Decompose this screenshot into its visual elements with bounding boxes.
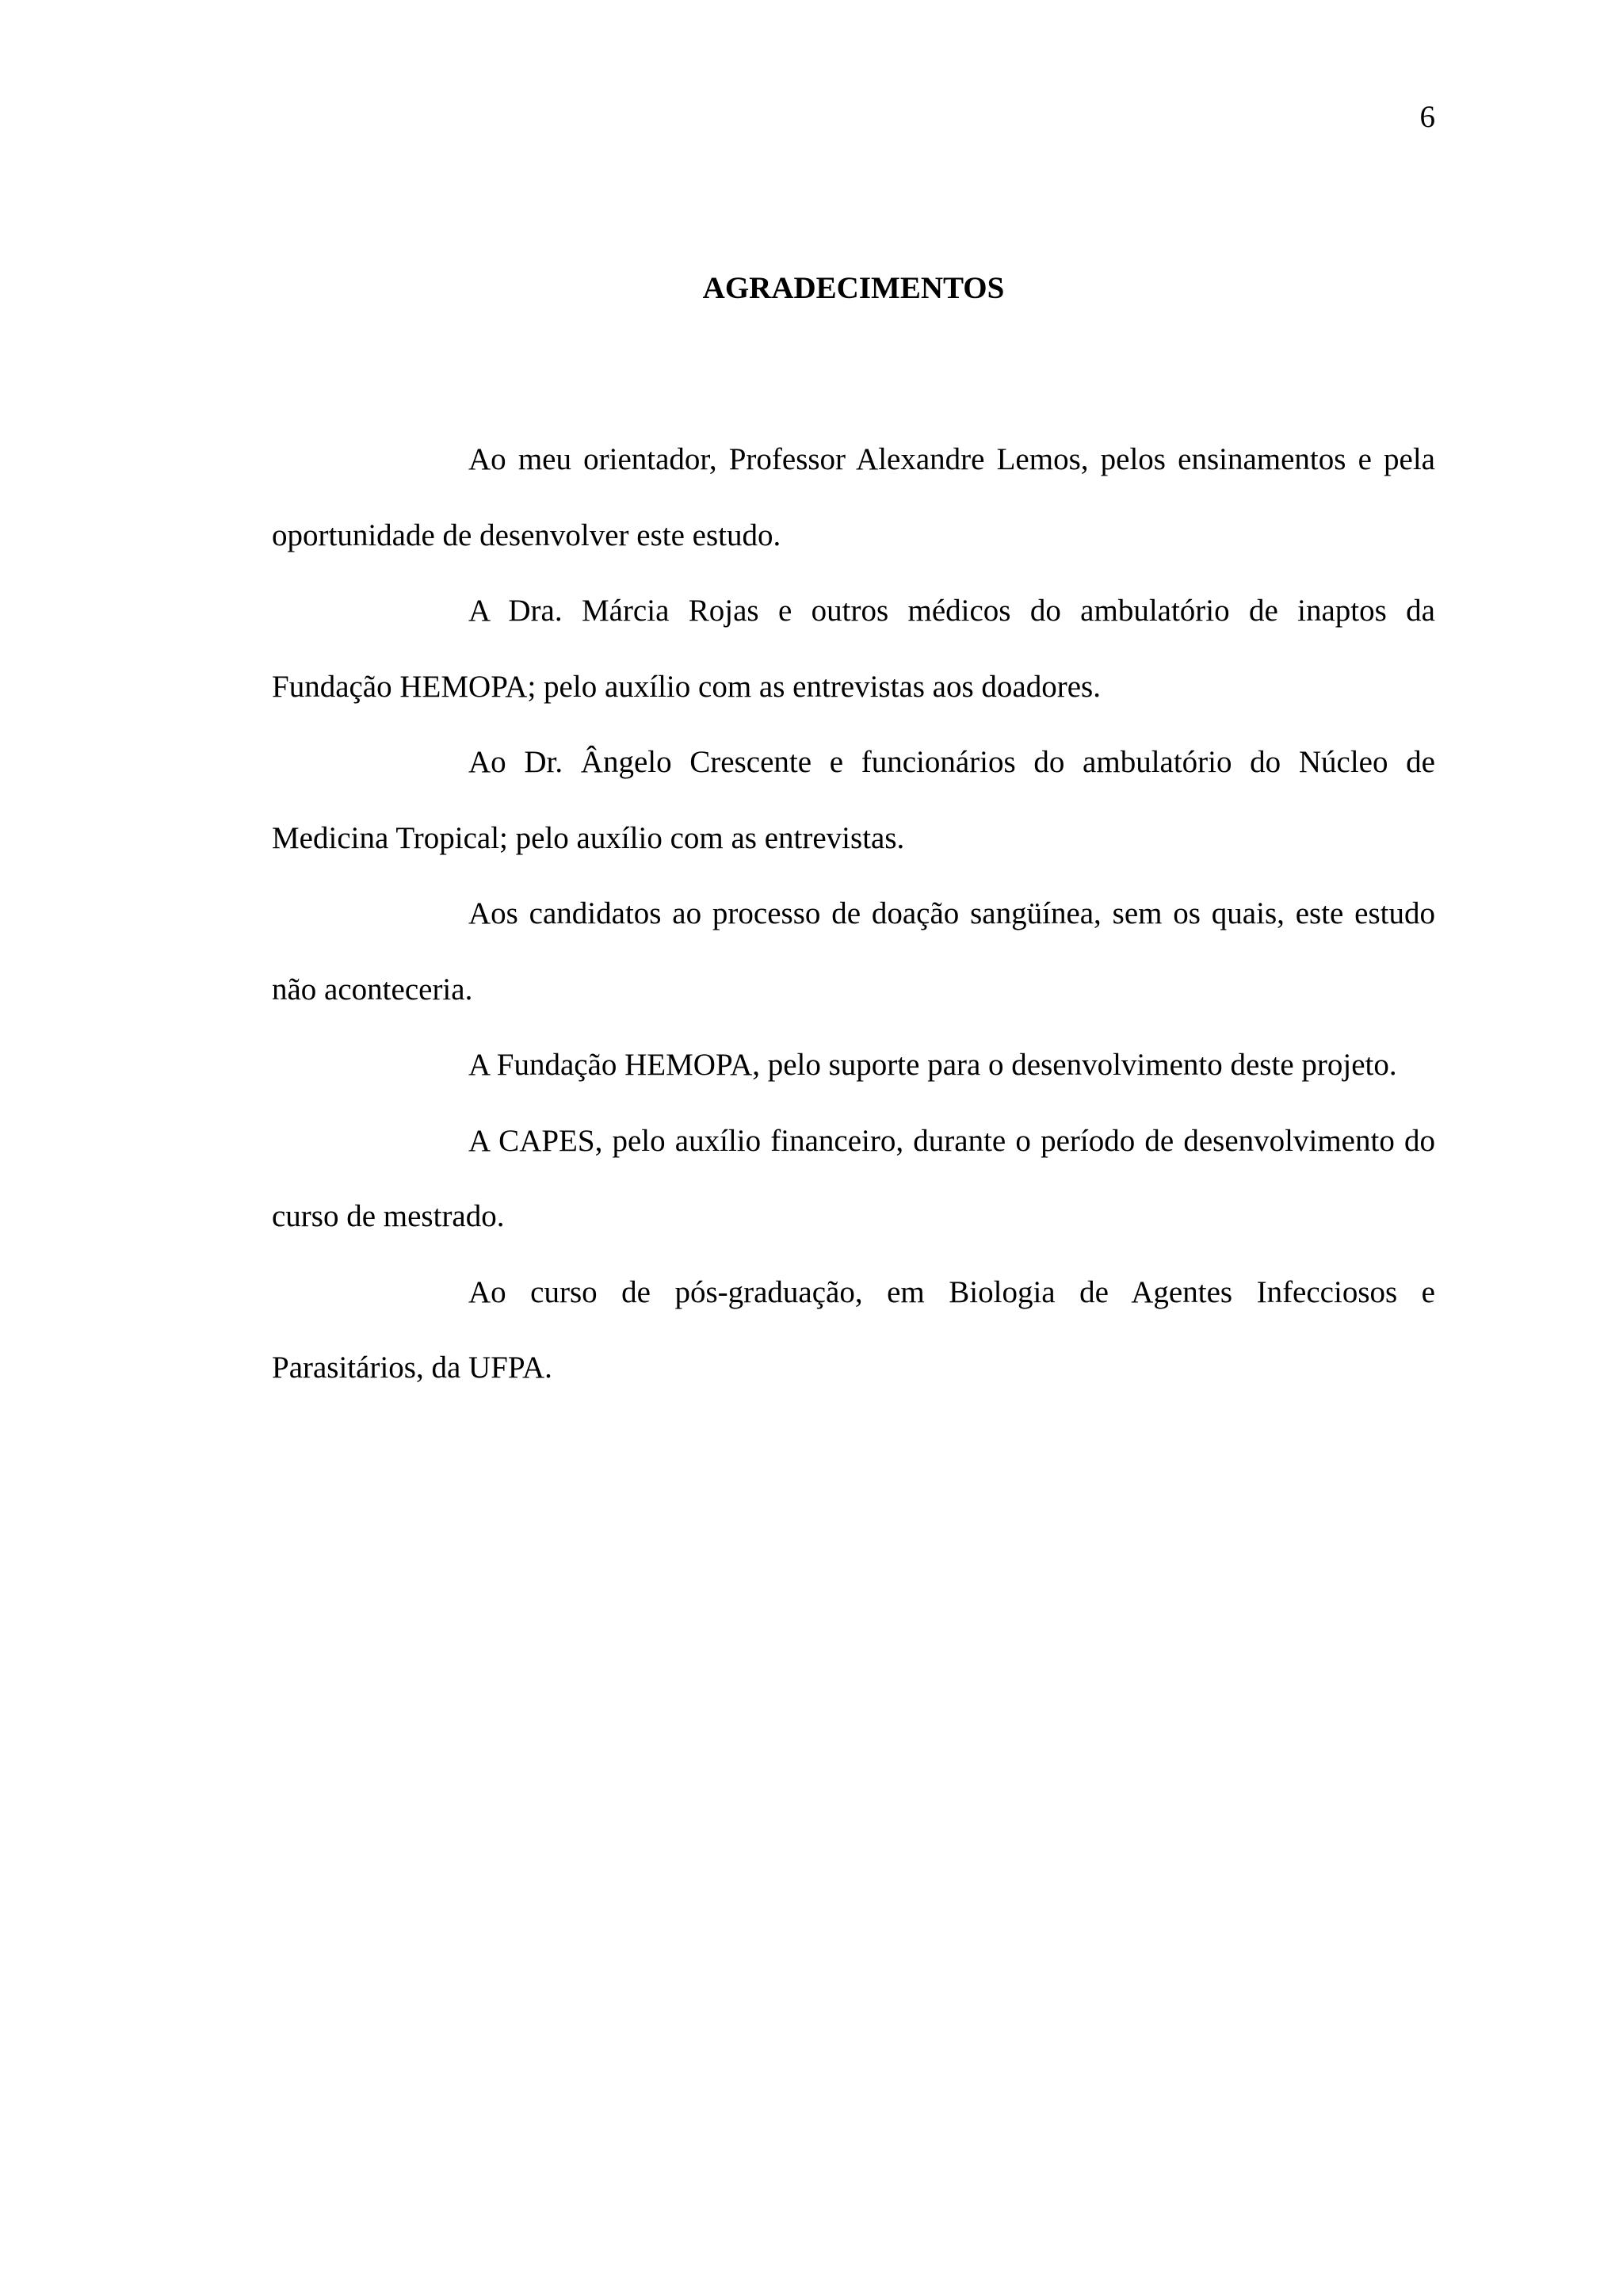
paragraph-pos-graduacao: Ao curso de pós-graduação, em Biologia de Agentes Infecciosos e Parasitários, da UFPA. xyxy=(272,1274,1435,1385)
acknowledgements-body xyxy=(272,422,1435,1406)
paragraph-candidatos: Aos candidatos ao processo de doação sangüínea, sem os quais, este estudo não aconteceria. xyxy=(272,896,1435,1007)
page-number: 6 xyxy=(1419,100,1435,134)
paragraph-capes: A CAPES, pelo auxílio financeiro, durante o período de desenvolvimento do curso de mestrado. xyxy=(272,1123,1435,1233)
paragraph-dra-marcia: A Dra. Márcia Rojas e outros médicos do ambulatório de inaptos da Fundação HEMOPA; pelo auxílio com as entrevistas aos doadores. xyxy=(272,594,1435,704)
paragraph-hemopa: A Fundação HEMOPA, pelo suporte para o desenvolvimento deste projeto. xyxy=(468,1048,1397,1082)
page-title: AGRADECIMENTOS xyxy=(702,271,1005,305)
paragraph-dr-angelo: Ao Dr. Ângelo Crescente e funcionários do ambulatório do Núcleo de Medicina Tropical; pelo auxílio com as entrevistas. xyxy=(272,745,1435,855)
paragraph-orientador: Ao meu orientador, Professor Alexandre Lemos, pelos ensinamentos e pela oportunidade de desenvolver este estudo. xyxy=(272,442,1435,552)
